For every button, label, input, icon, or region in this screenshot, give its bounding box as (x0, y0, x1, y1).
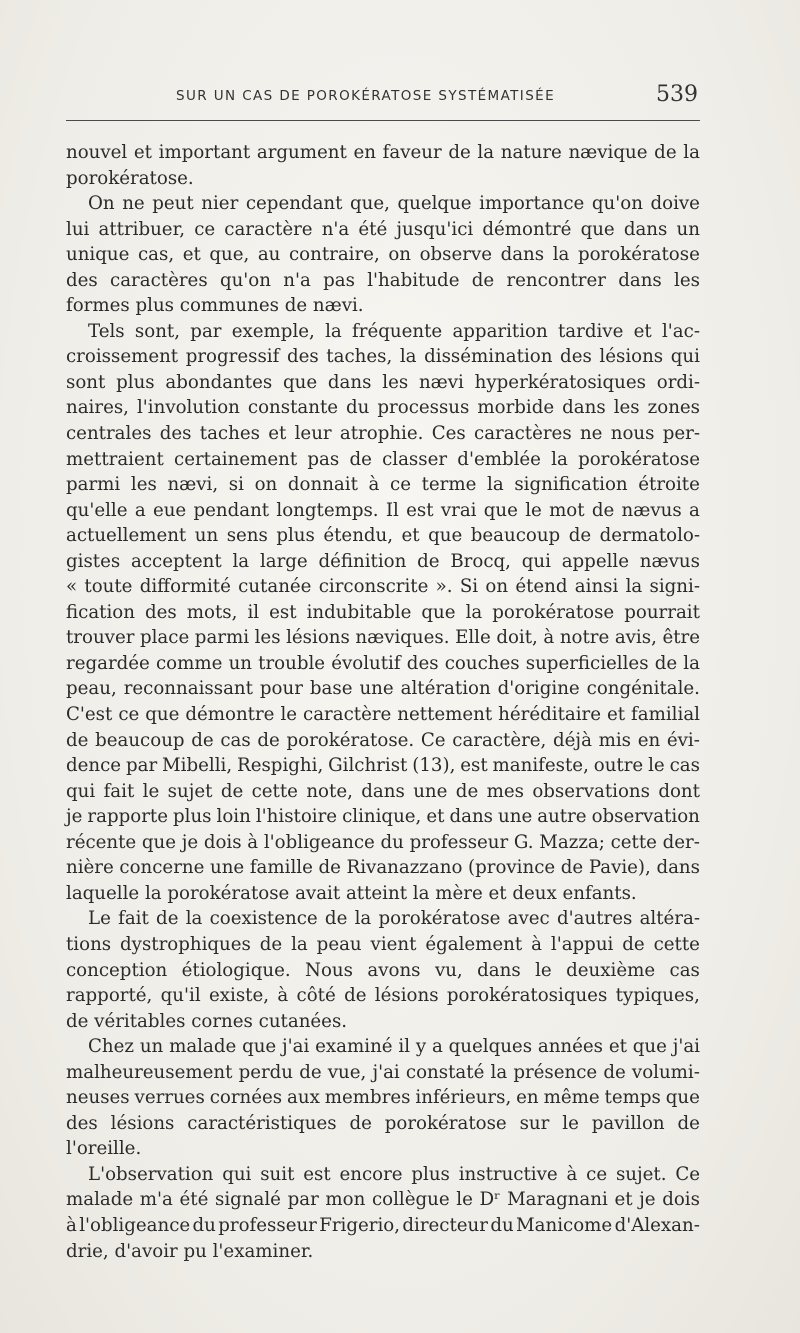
text-line: des lésions caractéristiques de porokératose sur le pavillon de (66, 1112, 700, 1134)
text-line: porokératose. (66, 167, 194, 189)
text-line: centrales des taches et leur atrophie. Ces caractères ne nous per- (66, 423, 700, 445)
text-line: dence par Mibelli, Respighi, Gilchrist (13), est manifeste, outre le cas (66, 755, 700, 777)
text-line: qui fait le sujet de cette note, dans une de mes observations dont (66, 780, 700, 802)
text-line: lui attribuer, ce caractère n'a été jusqu'ici démontré que dans un (66, 218, 700, 240)
text-line: qu'elle a eue pendant longtemps. Il est vrai que le mot de nævus a (66, 499, 700, 521)
text-line: rapporté, qu'il existe, à côté de lésions porokératosiques typiques, (66, 985, 700, 1007)
text-line: croissement progressif des taches, la dissémination des lésions qui (66, 346, 700, 368)
text-line: laquelle la porokératose avait atteint la mère et deux enfants. (66, 882, 637, 904)
text-line: malade m'a été signalé par mon collègue le Dʳ Maragnani et je dois (66, 1189, 700, 1211)
text-line: naires, l'involution constante du processus morbide dans les zones (66, 397, 700, 419)
text-line: unique cas, et que, au contraire, on observe dans la porokératose (66, 244, 700, 266)
running-title: SUR UN CAS DE POROKÉRATOSE SYSTÉMATISÉE (176, 88, 556, 104)
text-line: « toute difformité cutanée circonscrite ». Si on étend ainsi la signi- (66, 576, 700, 598)
text-line: formes plus communes de nævi. (66, 295, 364, 317)
text-line: nouvel et important argument en faveur de la nature nævique de la (66, 142, 700, 163)
text-line: regardée comme un trouble évolutif des couches superficielles de la (66, 652, 700, 674)
text-line: à l'obligeance du professeur Frigerio, directeur du Manicome d'Alexan- (66, 1214, 700, 1236)
header-rule (66, 120, 700, 121)
body-text (66, 140, 700, 1264)
text-line: actuellement un sens plus étendu, et que beaucoup de dermatolo- (66, 525, 700, 547)
text-line: C'est ce que démontre le caractère nettement héréditaire et familial (66, 704, 700, 726)
text-line: gistes acceptent la large définition de Brocq, qui appelle nævus (66, 550, 700, 572)
page-number: 539 (656, 82, 698, 107)
text-line: conception étiologique. Nous avons vu, dans le deuxième cas (66, 959, 700, 981)
text-line: Le fait de la coexistence de la porokératose avec d'autres altéra- (88, 908, 700, 930)
text-line: neuses verrues cornées aux membres inférieurs, en même temps que (66, 1087, 700, 1109)
text-line: fication des mots, il est indubitable que la porokératose pourrait (66, 601, 700, 623)
text-line: parmi les nævi, si on donnait à ce terme la signification étroite (66, 474, 700, 496)
text-line: nière concerne une famille de Rivanazzano (province de Pavie), dans (66, 857, 700, 879)
page-header (66, 84, 700, 114)
text-line: L'observation qui suit est encore plus instructive à ce sujet. Ce (88, 1163, 700, 1185)
text-line: mettraient certainement pas de classer d'emblée la porokératose (66, 448, 700, 470)
text-line: l'oreille. (66, 1138, 142, 1160)
text-line: des caractères qu'on n'a pas l'habitude de rencontrer dans les (66, 269, 700, 291)
text-line: peau, reconnaissant pour base une altération d'origine congénitale. (66, 678, 700, 700)
text-line: sont plus abondantes que dans les nævi hyperkératosiques ordi- (66, 371, 700, 393)
text-line: drie, d'avoir pu l'examiner. (66, 1240, 314, 1262)
text-line: récente que je dois à l'obligeance du professeur G. Mazza; cette der- (66, 831, 700, 853)
text-line: tions dystrophiques de la peau vient également à l'appui de cette (66, 933, 700, 955)
text-line: trouver place parmi les lésions næviques. Elle doit, à notre avis, être (66, 627, 700, 649)
text-line: de véritables cornes cutanées. (66, 1010, 348, 1032)
text-line: je rapporte plus loin l'histoire clinique, et dans une autre observation (66, 806, 700, 828)
text-line: On ne peut nier cependant que, quelque importance qu'on doive (88, 193, 700, 215)
text-line: malheureusement perdu de vue, j'ai constaté la présence de volumi- (66, 1061, 700, 1083)
text-line: de beaucoup de cas de porokératose. Ce caractère, déjà mis en évi- (66, 729, 700, 751)
text-line: Chez un malade que j'ai examiné il y a quelques années et que j'ai (88, 1036, 700, 1058)
text-line: Tels sont, par exemple, la fréquente apparition tardive et l'ac- (88, 320, 700, 342)
